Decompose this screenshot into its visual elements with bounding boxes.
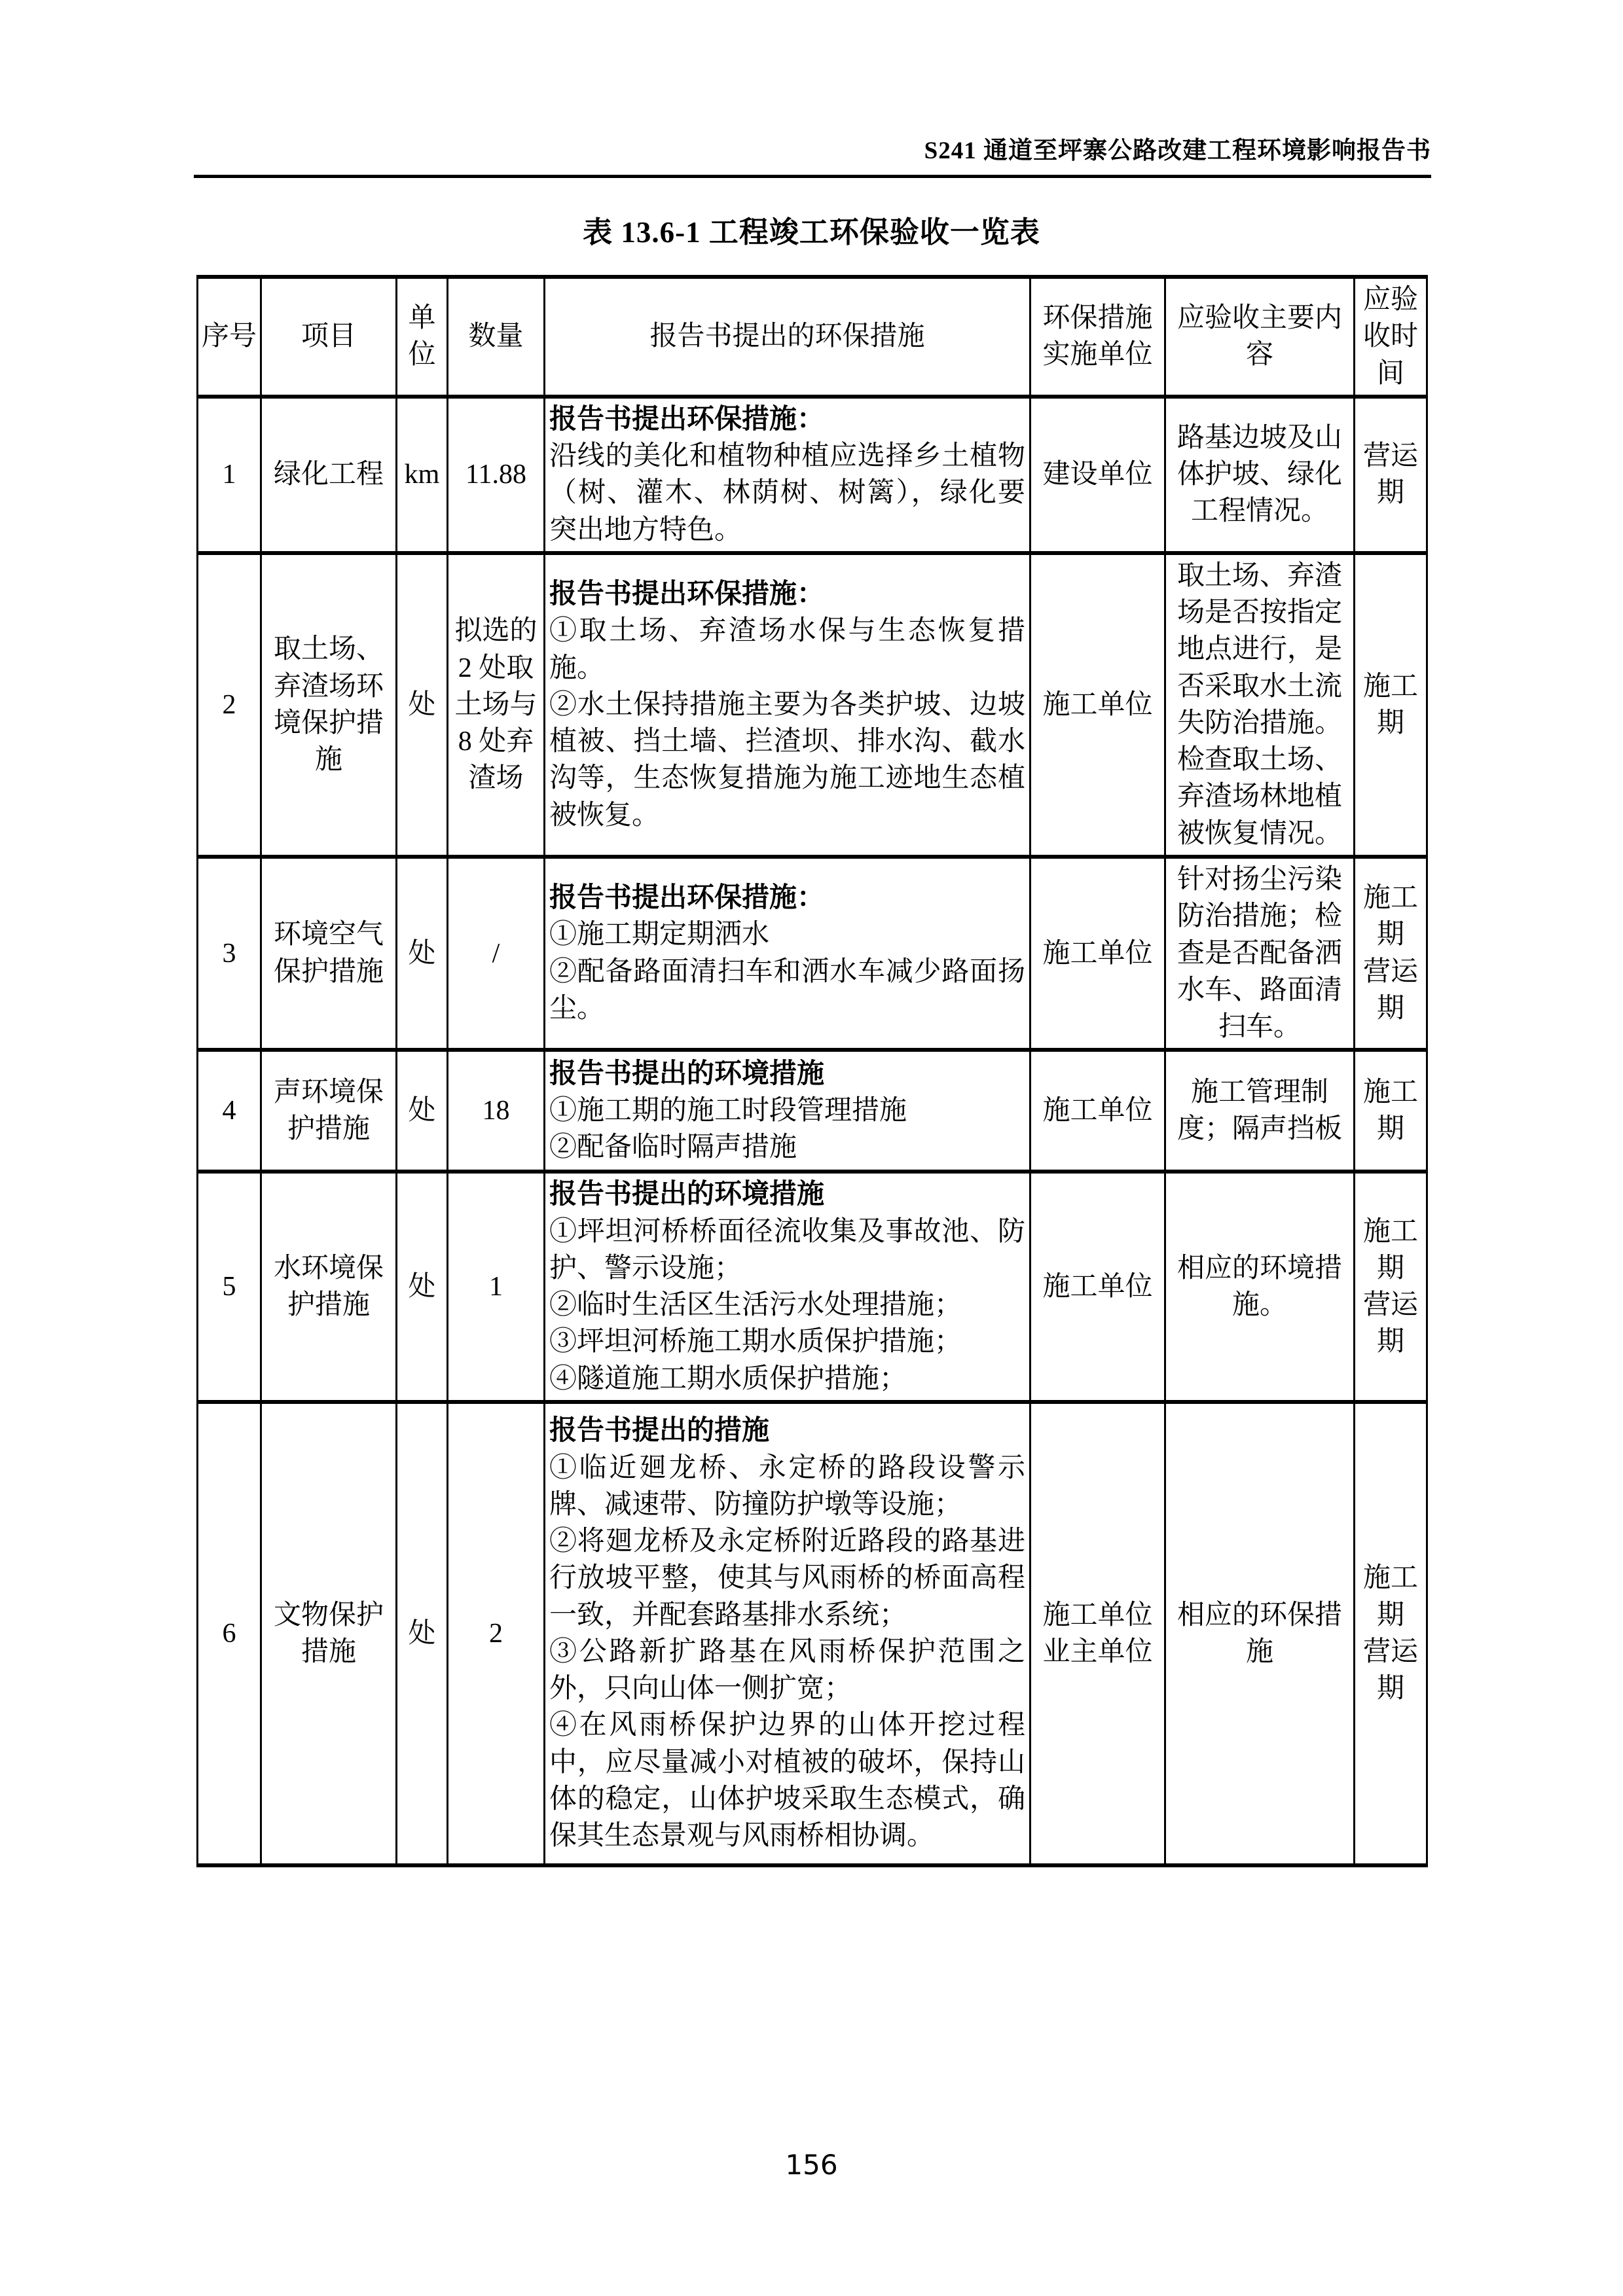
- unit: 处: [397, 857, 448, 1050]
- measure-item: ②配备临时隔声措施: [549, 1132, 797, 1163]
- implementing-unit-line: 施工单位: [1042, 1096, 1153, 1126]
- table-header-row: [198, 277, 1427, 397]
- acceptance-time-line: 施工期: [1362, 1563, 1418, 1630]
- unit: 处: [397, 1172, 448, 1402]
- measures-heading: 报告书提出的环境措施: [549, 1179, 825, 1210]
- unit: 处: [397, 1402, 448, 1865]
- running-header: S241 通道至坪寨公路改建工程环境影响报告书: [194, 0, 1431, 178]
- table-row: [198, 1172, 1427, 1402]
- measures: [545, 857, 1030, 1050]
- implementing-unit-line: 施工单位: [1042, 1600, 1153, 1630]
- measure-item: ①施工期定期洒水: [549, 920, 770, 950]
- quantity: 1: [448, 1172, 545, 1402]
- measures-heading: 报告书提出环保措施：: [549, 404, 825, 435]
- row-number: 5: [198, 1172, 261, 1402]
- acceptance-time-line: 施工期: [1362, 1077, 1418, 1145]
- row-number: 1: [198, 397, 261, 553]
- col-header-unit: 单位: [397, 277, 448, 397]
- implementing-unit: [1030, 857, 1165, 1050]
- measure-item: ①取土场、弃渣场水保与生态恢复措施。: [549, 616, 1025, 683]
- table-row: [198, 1050, 1427, 1172]
- page-title: 表 13.6-1 工程竣工环保验收一览表: [583, 216, 1040, 249]
- implementing-unit-line: 施工单位: [1042, 938, 1153, 969]
- measures: [545, 397, 1030, 553]
- implementing-unit-line: 业主单位: [1042, 1636, 1153, 1667]
- project-name: 取土场、弃渣场环境保护措施: [261, 553, 397, 857]
- col-header-acceptance-time: 应验收时间: [1355, 277, 1427, 397]
- measures: [545, 1172, 1030, 1402]
- quantity: /: [448, 857, 545, 1050]
- row-number: 6: [198, 1402, 261, 1865]
- measure-item: ③公路新扩路基在风雨桥保护范围之外，只向山体一侧扩宽；: [549, 1636, 1025, 1704]
- acceptance-content: 相应的环境措施。: [1165, 1172, 1355, 1402]
- quantity: 18: [448, 1050, 545, 1172]
- acceptance-time: [1355, 397, 1427, 553]
- measures-heading: 报告书提出的环境措施: [549, 1058, 825, 1089]
- project-name: 声环境保护措施: [261, 1050, 397, 1172]
- table-row: [198, 553, 1427, 857]
- measure-item: ④在风雨桥保护边界的山体开挖过程中，应尽量减小对植被的破坏，保持山体的稳定，山体护坡采取生态模式，确保其生态景观与风雨桥相协调。: [549, 1710, 1025, 1852]
- acceptance-time: [1355, 857, 1427, 1050]
- project-name: 文物保护措施: [261, 1402, 397, 1865]
- row-number: 4: [198, 1050, 261, 1172]
- quantity: 2: [448, 1402, 545, 1865]
- measures: [545, 553, 1030, 857]
- measures-heading: 报告书提出环保措施：: [549, 883, 825, 914]
- table-row: [198, 1402, 1427, 1865]
- implementing-unit-line: 施工单位: [1042, 689, 1153, 720]
- acceptance-table: [196, 275, 1428, 1867]
- measure-item: 沿线的美化和植物种植应选择乡土植物（树、灌木、林荫树、树篱），绿化要突出地方特色。: [549, 441, 1025, 545]
- acceptance-content: 针对扬尘污染防治措施；检查是否配备洒水车、路面清扫车。: [1165, 857, 1355, 1050]
- measures: [545, 1050, 1030, 1172]
- measure-item: ②水土保持措施主要为各类护坡、边坡植被、挡土墙、拦渣坝、排水沟、截水沟等，生态恢复措施为施工迹地生态植被恢复。: [549, 689, 1025, 831]
- measure-item: ④隧道施工期水质保护措施；: [549, 1363, 907, 1394]
- implementing-unit: [1030, 553, 1165, 857]
- acceptance-time-line: 营运期: [1362, 956, 1418, 1024]
- measures-heading: 报告书提出的措施: [549, 1416, 770, 1446]
- quantity: 11.88: [448, 397, 545, 553]
- project-name: 水环境保护措施: [261, 1172, 397, 1402]
- measure-item: ②将廻龙桥及永定桥附近路段的路基进行放坡平整，使其与风雨桥的桥面高程一致，并配套路基排水系统；: [549, 1526, 1025, 1630]
- acceptance-time: [1355, 553, 1427, 857]
- unit: km: [397, 397, 448, 553]
- acceptance-time-line: 营运期: [1362, 1290, 1418, 1357]
- col-header-item: 项目: [261, 277, 397, 397]
- acceptance-content: 施工管理制度；隔声挡板: [1165, 1050, 1355, 1172]
- implementing-unit-line: 建设单位: [1042, 459, 1153, 490]
- col-header-acceptance-content: 应验收主要内容: [1165, 277, 1355, 397]
- measure-item: ②配备路面清扫车和洒水车减少路面扬尘。: [549, 956, 1025, 1024]
- acceptance-time: [1355, 1402, 1427, 1865]
- implementing-unit: [1030, 397, 1165, 553]
- measure-item: ②临时生活区生活污水处理措施；: [549, 1290, 962, 1321]
- acceptance-time: [1355, 1172, 1427, 1402]
- acceptance-time-line: 施工期: [1362, 671, 1418, 738]
- page-number: 156: [785, 2149, 838, 2181]
- acceptance-content: 路基边坡及山体护坡、绿化工程情况。: [1165, 397, 1355, 553]
- acceptance-content: 取土场、弃渣场是否按指定地点进行，是否采取水土流失防治措施。检查取土场、弃渣场林地植被恢复情况。: [1165, 553, 1355, 857]
- table-row: [198, 857, 1427, 1050]
- col-header-quantity: 数量: [448, 277, 545, 397]
- measures: [545, 1402, 1030, 1865]
- implementing-unit: [1030, 1050, 1165, 1172]
- acceptance-time: [1355, 1050, 1427, 1172]
- measure-item: ①施工期的施工时段管理措施: [549, 1096, 907, 1126]
- project-name: 绿化工程: [261, 397, 397, 553]
- measures-heading: 报告书提出环保措施：: [549, 579, 825, 609]
- row-number: 3: [198, 857, 261, 1050]
- unit: 处: [397, 553, 448, 857]
- project-name: 环境空气保护措施: [261, 857, 397, 1050]
- quantity: 拟选的 2 处取土场与 8 处弃渣场: [448, 553, 545, 857]
- acceptance-time-line: 营运期: [1362, 1636, 1418, 1704]
- measure-item: ①临近廻龙桥、永定桥的路段设警示牌、减速带、防撞防护墩等设施；: [549, 1452, 1025, 1520]
- unit: 处: [397, 1050, 448, 1172]
- row-number: 2: [198, 553, 261, 857]
- acceptance-content: 相应的环保措施: [1165, 1402, 1355, 1865]
- col-header-measures: 报告书提出的环保措施: [545, 277, 1030, 397]
- implementing-unit-line: 施工单位: [1042, 1271, 1153, 1302]
- table-row: [198, 397, 1427, 553]
- implementing-unit: [1030, 1402, 1165, 1865]
- col-header-implementer: 环保措施实施单位: [1030, 277, 1165, 397]
- implementing-unit: [1030, 1172, 1165, 1402]
- col-header-no: 序号: [198, 277, 261, 397]
- acceptance-time-line: 营运期: [1362, 441, 1418, 509]
- acceptance-time-line: 施工期: [1362, 1216, 1418, 1283]
- acceptance-time-line: 施工期: [1362, 883, 1418, 950]
- measure-item: ①坪坦河桥桥面径流收集及事故池、防护、警示设施；: [549, 1216, 1025, 1283]
- measure-item: ③坪坦河桥施工期水质保护措施；: [549, 1327, 962, 1357]
